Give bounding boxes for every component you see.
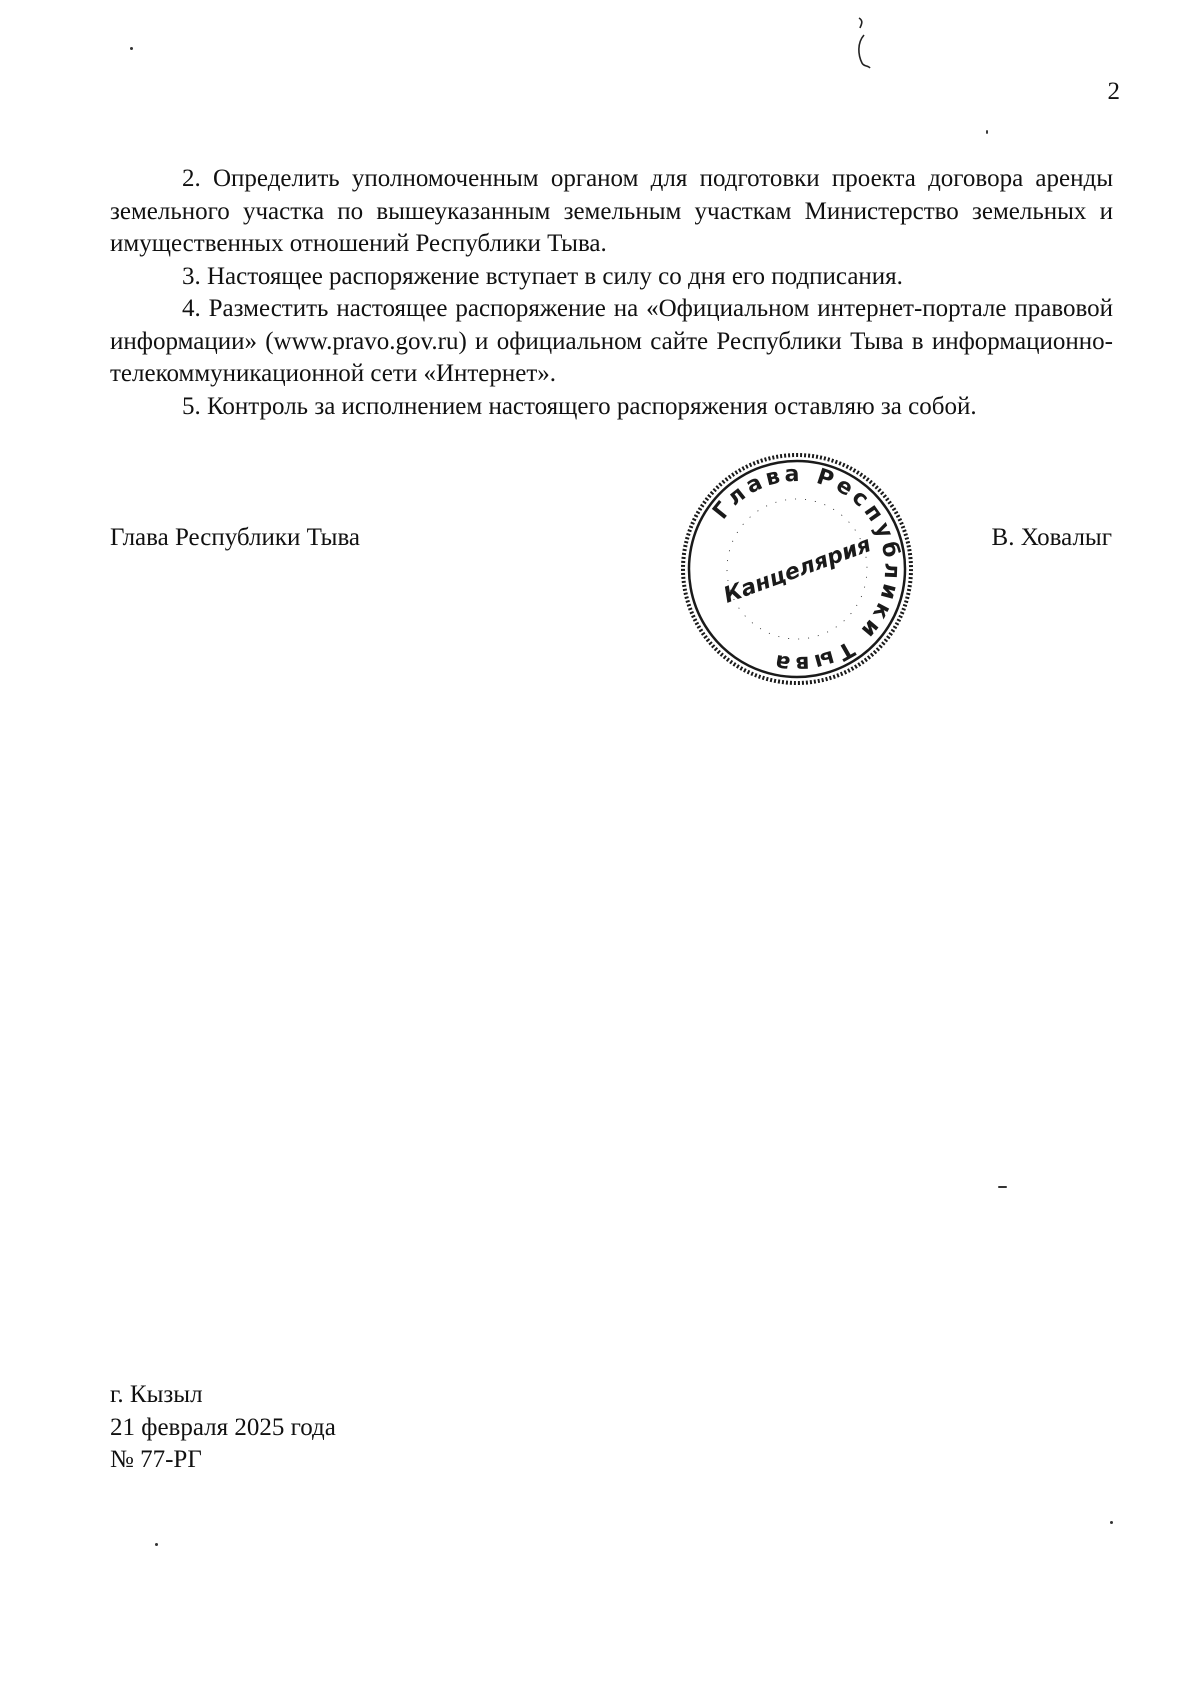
scan-speck [986, 130, 988, 134]
signatory-name: В. Ховалыг [991, 524, 1112, 551]
footer-number: № 77-РГ [110, 1446, 202, 1473]
scan-speck [155, 1543, 158, 1546]
paragraph-item-5: 5. Контроль за исполнением настоящего распоряжения оставляю за собой. [182, 392, 977, 420]
document-footer [110, 1379, 336, 1477]
scan-speck [130, 47, 133, 50]
signatory-position: Глава Республики Тыва [110, 524, 361, 551]
footer-date: 21 февраля 2025 года [110, 1413, 336, 1441]
stamp-center-text: Канцелярия [720, 532, 875, 609]
page-number: 2 [1107, 78, 1120, 105]
scan-speck [1110, 1521, 1113, 1524]
pen-mark [855, 15, 875, 70]
paragraph-item-4: 4. Разместить настоящее распоряжение на «Официальном интернет-портале правовой информации» (www.pravo.gov.ru) и официальном сайте Республики Тыва в информационно-телекоммуникационной сети «Интернет». [110, 295, 1113, 387]
paragraph-item-3: 3. Настоящее распоряжение вступает в силу со дня его подписания. [182, 262, 903, 290]
scan-speck [998, 1186, 1007, 1188]
official-stamp [677, 449, 917, 689]
stamp-ring-text: Глава Республики Тыва [708, 461, 905, 677]
document-body [110, 163, 1113, 423]
paragraph-item-2: 2. Определить уполномоченным органом для подготовки проекта договора аренды земельного участка по вышеуказанным земельным участкам Министерство земельных и имущественных отношений Республики Тыва. [110, 165, 1113, 257]
footer-city: г. Кызыл [110, 1381, 203, 1408]
